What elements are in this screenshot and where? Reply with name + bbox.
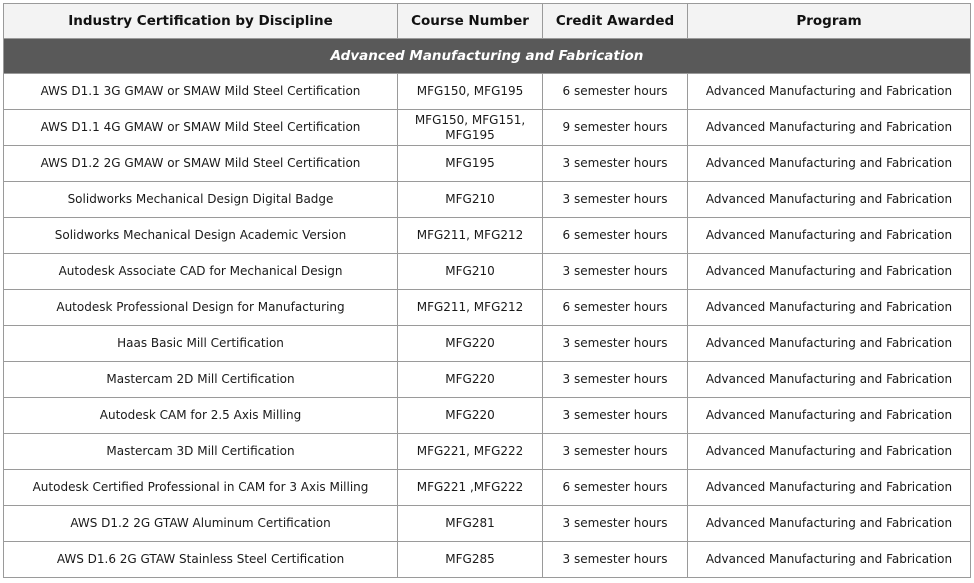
cell-program: Advanced Manufacturing and Fabrication: [688, 74, 971, 110]
cell-course-number: MFG220: [398, 398, 543, 434]
header-credit-awarded: Credit Awarded: [543, 4, 688, 39]
cell-certification: AWS D1.2 2G GMAW or SMAW Mild Steel Certification: [4, 146, 398, 182]
cell-course-number: MFG195: [398, 146, 543, 182]
cell-program: Advanced Manufacturing and Fabrication: [688, 326, 971, 362]
cell-program: Advanced Manufacturing and Fabrication: [688, 470, 971, 506]
table-row: [4, 506, 971, 542]
table-row: [4, 74, 971, 110]
cell-course-number: MFG150, MFG151, MFG195: [398, 110, 543, 146]
cell-course-number: MFG281: [398, 506, 543, 542]
cell-credit-awarded: 6 semester hours: [543, 290, 688, 326]
cell-course-number: MFG210: [398, 182, 543, 218]
header-course-number: Course Number: [398, 4, 543, 39]
table-row: [4, 254, 971, 290]
cell-certification: Mastercam 2D Mill Certification: [4, 362, 398, 398]
cell-certification: Haas Basic Mill Certification: [4, 326, 398, 362]
table-row: [4, 110, 971, 146]
cell-program: Advanced Manufacturing and Fabrication: [688, 434, 971, 470]
cell-certification: Solidworks Mechanical Design Digital Badge: [4, 182, 398, 218]
cell-certification: AWS D1.6 2G GTAW Stainless Steel Certification: [4, 542, 398, 578]
table-row: [4, 398, 971, 434]
table-row: [4, 182, 971, 218]
cell-credit-awarded: 6 semester hours: [543, 74, 688, 110]
cell-course-number: MFG221 ,MFG222: [398, 470, 543, 506]
cell-course-number: MFG285: [398, 542, 543, 578]
certification-table: [3, 3, 971, 578]
cell-program: Advanced Manufacturing and Fabrication: [688, 110, 971, 146]
cell-program: Advanced Manufacturing and Fabrication: [688, 182, 971, 218]
cell-certification: Autodesk Certified Professional in CAM for 3 Axis Milling: [4, 470, 398, 506]
cell-credit-awarded: 3 semester hours: [543, 182, 688, 218]
cell-credit-awarded: 3 semester hours: [543, 506, 688, 542]
cell-course-number: MFG211, MFG212: [398, 218, 543, 254]
table-row: [4, 290, 971, 326]
table-body: [4, 39, 971, 578]
table-row: [4, 146, 971, 182]
table-row: [4, 362, 971, 398]
cell-program: Advanced Manufacturing and Fabrication: [688, 146, 971, 182]
cell-program: Advanced Manufacturing and Fabrication: [688, 218, 971, 254]
table-row: [4, 326, 971, 362]
cell-course-number: MFG220: [398, 362, 543, 398]
cell-certification: AWS D1.1 3G GMAW or SMAW Mild Steel Certification: [4, 74, 398, 110]
section-row: [4, 39, 971, 74]
cell-program: Advanced Manufacturing and Fabrication: [688, 398, 971, 434]
table-row: [4, 434, 971, 470]
cell-program: Advanced Manufacturing and Fabrication: [688, 362, 971, 398]
cell-certification: Autodesk CAM for 2.5 Axis Milling: [4, 398, 398, 434]
cell-credit-awarded: 3 semester hours: [543, 326, 688, 362]
cell-credit-awarded: 3 semester hours: [543, 398, 688, 434]
cell-credit-awarded: 3 semester hours: [543, 254, 688, 290]
cell-certification: Solidworks Mechanical Design Academic Version: [4, 218, 398, 254]
cell-credit-awarded: 9 semester hours: [543, 110, 688, 146]
cell-course-number: MFG210: [398, 254, 543, 290]
section-title: Advanced Manufacturing and Fabrication: [4, 39, 971, 74]
cell-credit-awarded: 3 semester hours: [543, 434, 688, 470]
table-header: [4, 4, 971, 39]
cell-program: Advanced Manufacturing and Fabrication: [688, 290, 971, 326]
cell-course-number: MFG220: [398, 326, 543, 362]
header-row: [4, 4, 971, 39]
cell-certification: Autodesk Associate CAD for Mechanical Design: [4, 254, 398, 290]
cell-program: Advanced Manufacturing and Fabrication: [688, 254, 971, 290]
cell-certification: Mastercam 3D Mill Certification: [4, 434, 398, 470]
cell-certification: AWS D1.1 4G GMAW or SMAW Mild Steel Certification: [4, 110, 398, 146]
cell-course-number: MFG211, MFG212: [398, 290, 543, 326]
cell-program: Advanced Manufacturing and Fabrication: [688, 542, 971, 578]
cell-credit-awarded: 3 semester hours: [543, 542, 688, 578]
cell-credit-awarded: 3 semester hours: [543, 362, 688, 398]
cell-credit-awarded: 3 semester hours: [543, 146, 688, 182]
cell-credit-awarded: 6 semester hours: [543, 218, 688, 254]
table-row: [4, 218, 971, 254]
table-row: [4, 470, 971, 506]
cell-course-number: MFG150, MFG195: [398, 74, 543, 110]
cell-course-number: MFG221, MFG222: [398, 434, 543, 470]
cell-program: Advanced Manufacturing and Fabrication: [688, 506, 971, 542]
cell-certification: AWS D1.2 2G GTAW Aluminum Certification: [4, 506, 398, 542]
cell-certification: Autodesk Professional Design for Manufacturing: [4, 290, 398, 326]
header-program: Program: [688, 4, 971, 39]
table-row: [4, 542, 971, 578]
header-certification: Industry Certification by Discipline: [4, 4, 398, 39]
cell-credit-awarded: 6 semester hours: [543, 470, 688, 506]
